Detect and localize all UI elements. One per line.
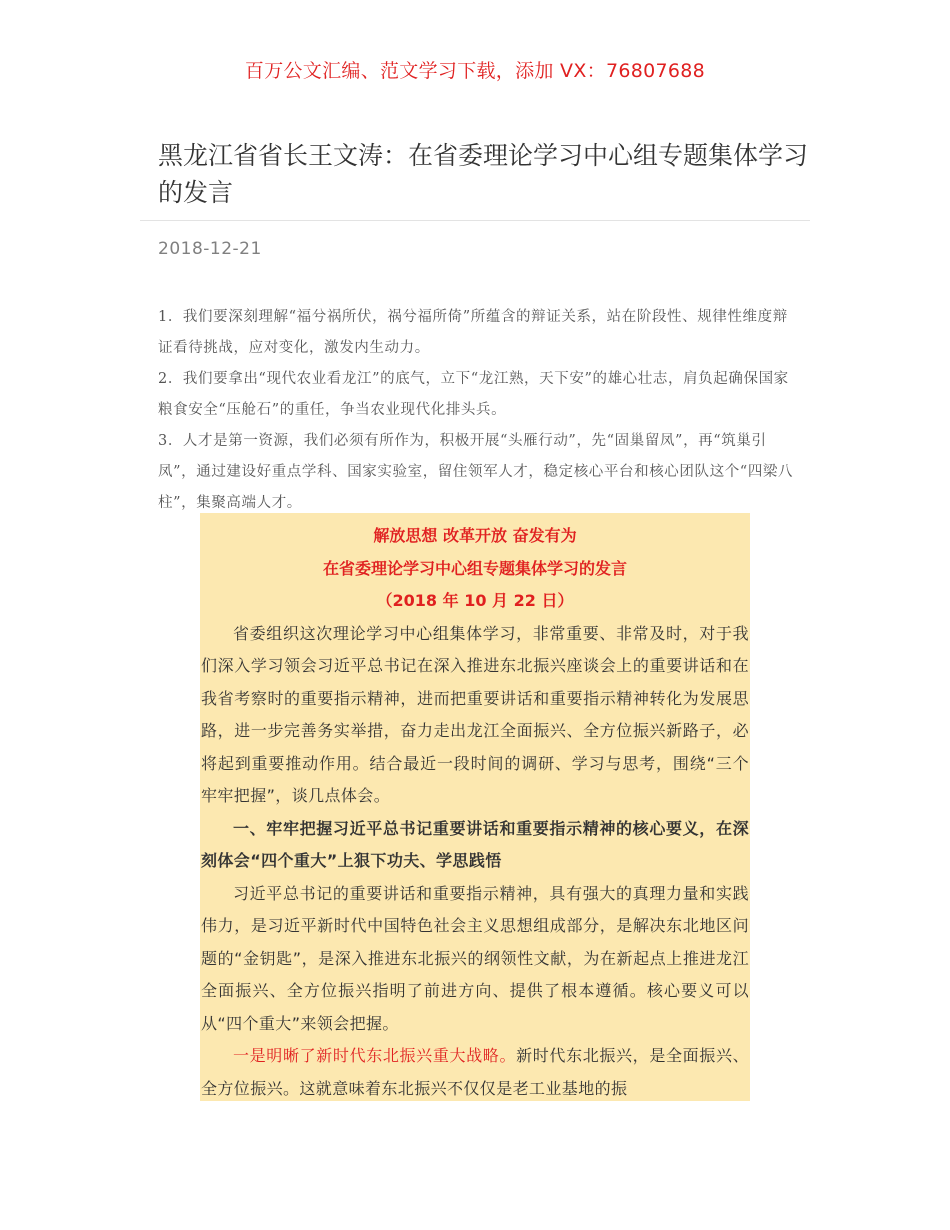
summary-point-2: 2．我们要拿出“现代农业看龙江”的底气，立下“龙江熟，天下安”的雄心壮志，肩负起确保国家粮食安全“压舱石”的重任，争当农业现代化排头兵。 — [158, 371, 789, 418]
summary-point-3: 3．人才是第一资源，我们必须有所作为，积极开展“头雁行动”，先“固巢留凤”，再“筑巢引凤”，通过建设好重点学科、国家实验室，留住领军人才，稳定核心平台和核心团队这个“四梁八柱”，集聚高端人才。 — [158, 433, 794, 511]
point1-body: 新时代东北振兴，是全面振兴、全方位振兴。这就意味着东北振兴不仅仅是老工业基地的振 — [201, 1046, 749, 1098]
speech-paragraph-point1 — [201, 1040, 749, 1101]
title-divider — [140, 220, 810, 221]
speech-text-block — [200, 513, 750, 1101]
speech-heading-slogan: 解放思想 改革开放 奋发有为 — [373, 526, 577, 545]
download-banner: 百万公文汇编、范文学习下载，添加 VX：76807688 — [244, 60, 706, 82]
speech-paragraph-intro: 省委组织这次理论学习中心组集体学习，非常重要、非常及时，对于我们深入学习领会习近平总书记在深入推进东北振兴座谈会上的重要讲话和在我省考察时的重要指示精神，进而把重要讲话和重要指示精神转化为发展思路，进一步完善务实举措，奋力走出龙江全面振兴、全方位振兴新路子，必将起到重要推动作用。结合最近一段时间的调研、学习与思考，围绕“三个牢牢把握”，谈几点体会。 — [201, 623, 749, 805]
speech-heading-date: （2018 年 10 月 22 日） — [376, 591, 574, 610]
publish-date: 2018-12-21 — [158, 239, 262, 259]
speech-section-heading: 一、牢牢把握习近平总书记重要讲话和重要指示精神的核心要义，在深刻体会“四个重大”上狠下功夫、学思践悟 — [201, 818, 749, 870]
speech-paragraph-core: 习近平总书记的重要讲话和重要指示精神，具有强大的真理力量和实践伟力，是习近平新时代中国特色社会主义思想组成部分，是解决东北地区问题的“金钥匙”，是深入推进东北振兴的纲领性文献，为在新起点上推进龙江全面振兴、全方位振兴指明了前进方向、提供了根本遵循。核心要义可以从“四个重大”来领会把握。 — [201, 883, 749, 1033]
speech-heading-title: 在省委理论学习中心组专题集体学习的发言 — [322, 558, 627, 578]
article-title: 黑龙江省省长王文涛：在省委理论学习中心组专题集体学习的发言 — [158, 141, 809, 207]
summary-point-1: 1．我们要深刻理解“福兮祸所伏，祸兮福所倚”所蕴含的辩证关系，站在阶段性、规律性维度辩证看待挑战，应对变化，激发内生动力。 — [158, 309, 788, 356]
summary-points — [158, 302, 794, 519]
point1-lead: 一是明晰了新时代东北振兴重大战略。 — [233, 1046, 517, 1065]
